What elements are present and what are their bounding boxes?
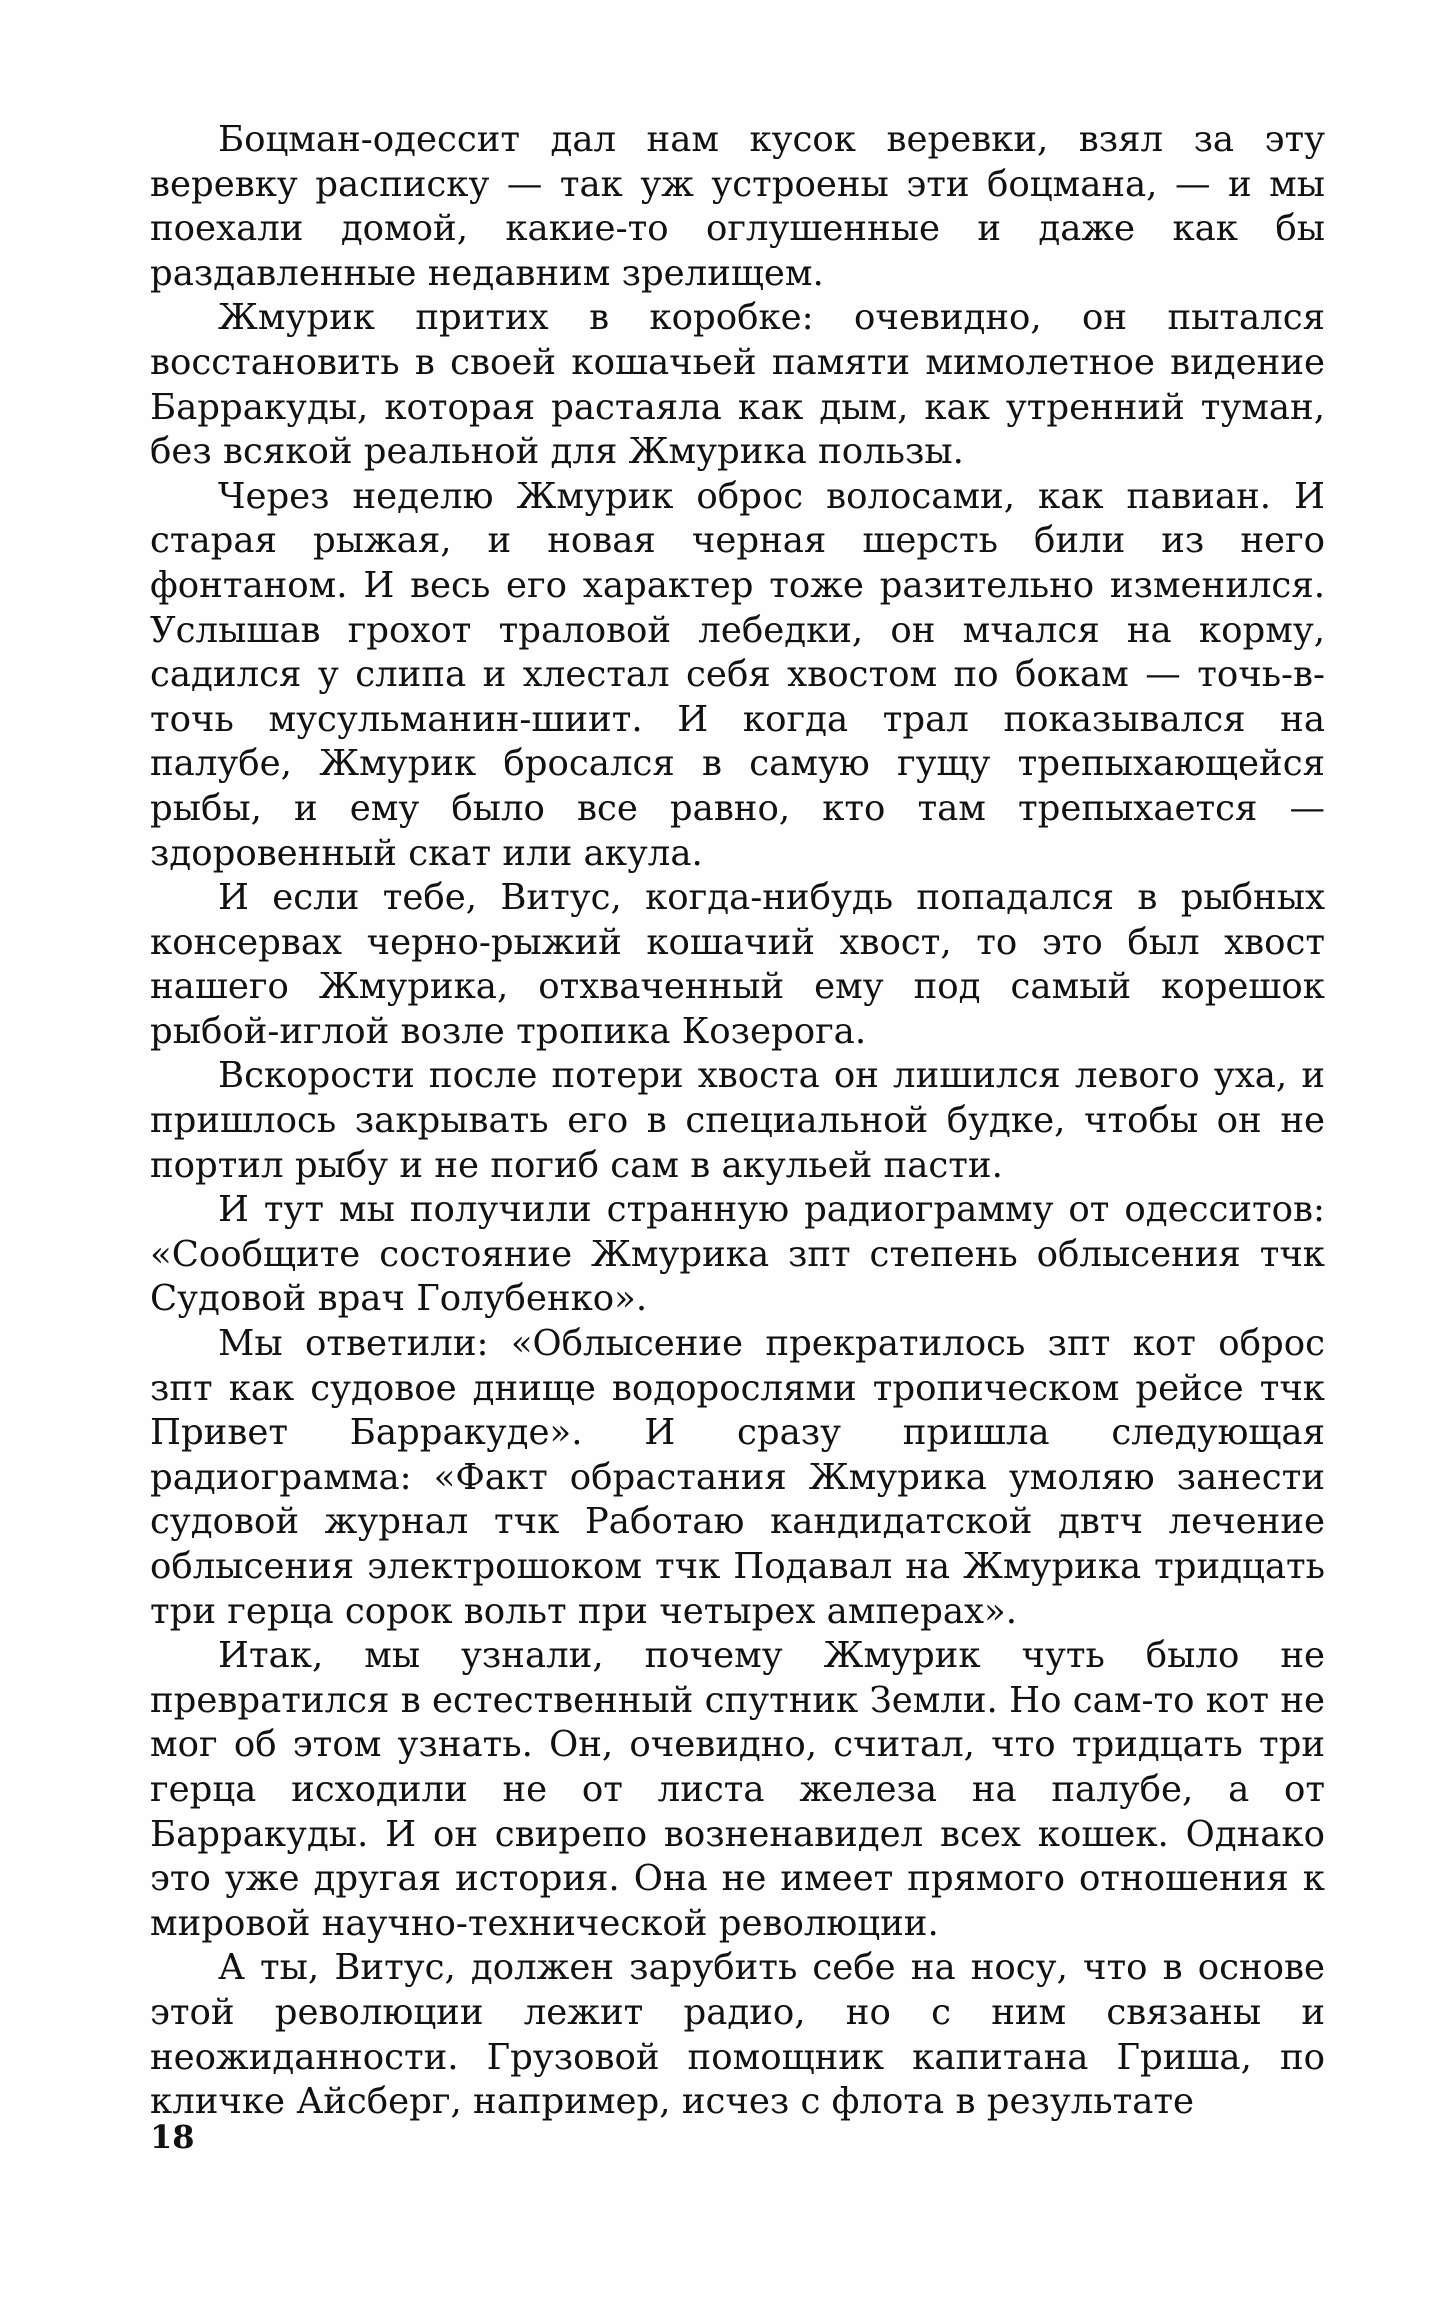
paragraph-8: Итак, мы узнали, почему Жмурик чуть было не превратился в естественный спутник Земли. Но сам-то кот не мог об этом узнать. Он, очевидно, считал, что тридцать три герца исходили не от листа железа на палубе, а от Барракуды. И он свирепо возненавидел всех кошек. Однако это уже другая история. Она не имеет прямого отношения к мировой научно-технической революции. <box>150 1635 1325 1944</box>
paragraph-4: И если тебе, Витус, когда-нибудь попадался в рыбных консервах черно-рыжий кошачий хвост, то это был хвост нашего Жмурика, отхваченный ему под самый корешок рыбой-иглой возле тропика Козерога. <box>150 877 1325 1052</box>
paragraph-9: А ты, Витус, должен зарубить себе на носу, что в основе этой революции лежит радио, но с ним связаны и неожиданности. Грузовой помощник капитана Гриша, по кличке Айсберг, например, исчез с флота в результате <box>150 1947 1325 2123</box>
paragraph-2: Жмурик притих в коробке: очевидно, он пытался восстановить в своей кошачьей памяти мимолетное видение Барракуды, которая растаяла как дым, как утренний туман, без всякой реальной для Жмурика пользы. <box>150 297 1325 473</box>
paragraph-5: Вскорости после потери хвоста он лишился левого уха, и пришлось закрывать его в специальной будке, чтобы он не портил рыбу и не погиб сам в акульей пасти. <box>150 1055 1325 1186</box>
page-text <box>150 118 1325 2125</box>
paragraph-7: Мы ответили: «Облысение прекратилось зпт кот оброс зпт как судовое днище водорослями тропическом рейсе тчк Привет Барракуде». И сразу пришла следующая радиограмма: «Факт обрастания Жмурика умоляю занести судовой журнал тчк Работаю кандидатской двтч лечение облысения электрошоком тчк Подавал на Жмурика тридцать три герца сорок вольт при четырех амперах». <box>150 1323 1325 1632</box>
page-number: 18 <box>150 2118 195 2156</box>
paragraph-6: И тут мы получили странную радиограмму от одесситов: «Сообщите состояние Жмурика зпт степень облысения тчк Судовой врач Голубенко». <box>150 1189 1325 1320</box>
paragraph-1: Боцман-одессит дал нам кусок веревки, взял за эту веревку расписку — так уж устроены эти боцмана, — и мы поехали домой, какие-то оглушенные и даже как бы раздавленные недавним зрелищем. <box>150 119 1325 294</box>
paragraph-3: Через неделю Жмурик оброс волосами, как павиан. И старая рыжая, и новая черная шерсть били из него фонтаном. И весь его характер тоже разительно изменился. Услышав грохот траловой лебедки, он мчался на корму, садился у слипа и хлестал себя хвостом по бокам — точь-в-точь мусульманин-шиит. И когда трал показывался на палубе, Жмурик бросался в самую гущу трепыхающейся рыбы, и ему было все равно, кто там трепыхается — здоровенный скат или акула. <box>150 475 1325 874</box>
